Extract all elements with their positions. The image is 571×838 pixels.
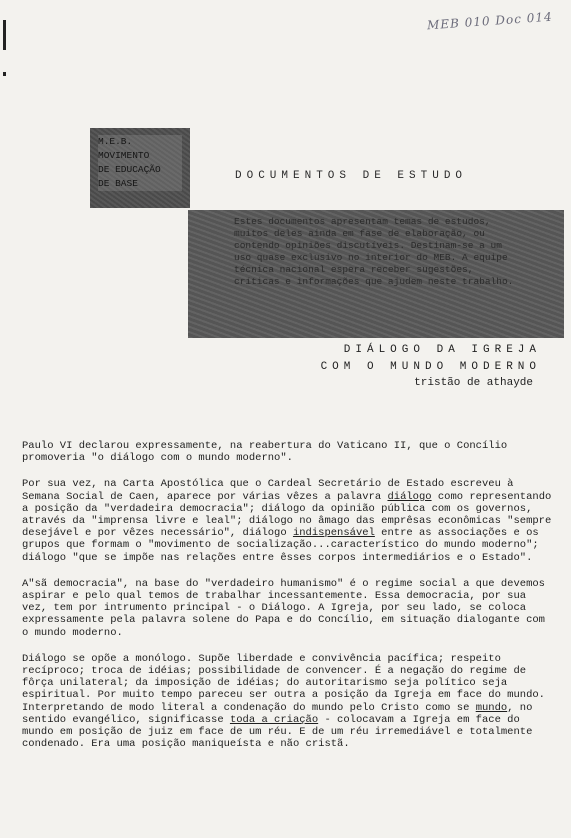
paragraph-text: , no sentido evangélico, significasse — [22, 701, 533, 726]
paragraph-2 — [22, 478, 552, 563]
article-title — [321, 342, 541, 376]
underlined-word: diálogo — [387, 490, 432, 503]
margin-mark — [3, 20, 6, 50]
paragraph-text: Diálogo se opõe a monólogo. Supõe liberdade e convivência pacífica; respeito recíproco; troca de idéias; possibilidade de convencer. É a negação do regime de fôrça unilateral; da imposição de idéias; do autoritarismo seja político seja espiritual. Por muito tempo pareceu ser outra a posição da Igreja em face do mundo. Interpretando de modo literal a condenação do mundo pelo Cristo como se — [22, 652, 545, 714]
stamp-line: M.E.B. — [98, 135, 182, 149]
paragraph-text: - colocavam a Igreja em face do mundo em posição de juiz em face de um réu. E de um réu irremediável e totalmente condenado. Era uma posição maniqueísta e não cristã. — [22, 713, 533, 751]
article-body — [22, 440, 552, 764]
organization-stamp — [90, 128, 190, 208]
margin-mark — [3, 72, 6, 76]
paragraph-1 — [22, 440, 552, 464]
paragraph-4 — [22, 653, 552, 751]
paragraph-text: Paulo VI declarou expressamente, na reabertura do Vaticano II, que o Concílio promoveria "o diálogo com o mundo moderno". — [22, 440, 508, 465]
paragraph-text: entre as associações e os grupos que formam o "movimento de socialização...característico do mundo moderno"; diálogo "que se impõe nas relações entre êsses corpos intermediários e o Estado". — [22, 527, 539, 564]
document-heading: DOCUMENTOS DE ESTUDO — [235, 170, 468, 182]
paragraph-text: Por sua vez, na Carta Apostólica que o Cardeal Secretário de Estado escreveu à Semana Social de Caen, aparece por várias vêzes a palavra — [22, 478, 514, 503]
intro-notice-text: Estes documentos apresentam temas de estudos, muitos deles ainda em fase de elaboração, ou contendo opiniões discutíveis. Destinam-se a um uso quase exclusivo no interior do MEB. A equipe técnica nacional espera receber sugestões, críticas e informações que ajudem neste trabalho. — [234, 216, 514, 287]
underlined-word: mundo — [475, 701, 508, 714]
stamp-line: MOVIMENTO — [98, 149, 182, 163]
title-line-1: DIÁLOGO DA IGREJA — [343, 344, 541, 356]
archive-handwritten-mark: MEB 010 Doc 014 — [426, 9, 554, 33]
intro-notice-block — [188, 210, 564, 338]
author-name: tristão de athayde — [414, 377, 533, 389]
paragraph-text: A"sã democracia", na base do "verdadeiro humanismo" é o regime social a que devemos aspirar e pelo qual temos de trabalhar incessantemente. Essa democracia, por sua vez, tem por intrumento principal - o Diálogo. A Igreja, por seu lado, se coloca expressamente pela palavra solene do Papa e do Concílio, em situação dialogante com o mundo moderno. — [22, 577, 545, 639]
paragraph-3 — [22, 578, 552, 639]
paragraph-text: como representando a posição da "verdadeira democracia"; diálogo da opinião pública com os governos, através da "imprensa livre e leal"; diálogo no âmago das emprêsas econômicas "sempre desejável e por vêzes necessário", diálogo — [22, 490, 552, 540]
stamp-line: DE BASE — [98, 177, 182, 191]
underlined-word: toda a criação — [229, 713, 319, 726]
underlined-word: indispensável — [292, 527, 375, 540]
title-line-2: COM O MUNDO MODERNO — [320, 361, 541, 373]
stamp-line: DE EDUCAÇÃO — [98, 163, 182, 177]
